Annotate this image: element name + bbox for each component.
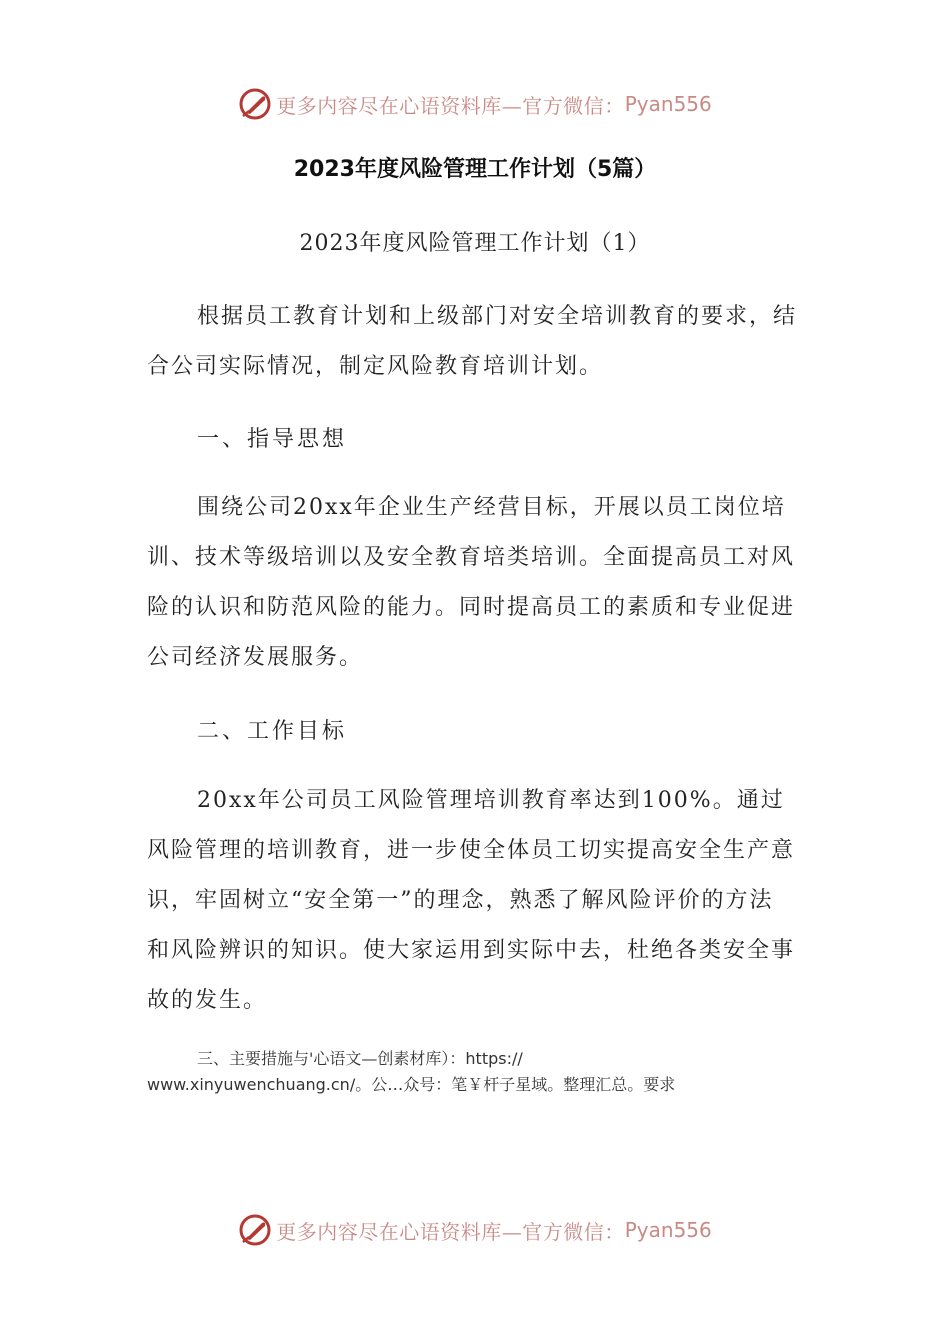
banner-text: 更多内容尽在心语资料库—官方微信： <box>276 93 625 118</box>
top-watermark-banner <box>0 80 950 128</box>
banner-wechat-id: Pyan556 <box>624 1218 712 1242</box>
measures-url-host: www.xinyuwenchuang.cn/ <box>147 1075 356 1094</box>
document-title: 2023年度风险管理工作计划（5篇） <box>293 157 657 182</box>
measures-prefix: 三、主要措施与'心语文—创素材库）： <box>197 1049 466 1068</box>
section-body-work-goals: 20xx年公司员工风险管理培训教育率达到100%。通过风险管理的培训教育，进一步使全体员工切实提高安全生产意识，牢固树立“安全第一”的理念，熟悉了解风险评价的方法和风险辨识的知识。使大家运用到实际中去，杜绝各类安全事故的发生。 <box>147 788 796 1013</box>
banner-wechat-id: Pyan556 <box>624 92 712 116</box>
bottom-watermark-banner <box>0 1206 950 1254</box>
document-subtitle: 2023年度风险管理工作计划（1） <box>299 231 651 256</box>
section-measures-note <box>147 1046 787 1098</box>
section-heading-work-goals: 二、工作目标 <box>197 719 348 744</box>
quill-logo-icon <box>238 87 272 121</box>
section-body-guiding-idea: 围绕公司20xx年企业生产经营目标，开展以员工岗位培训、技术等级培训以及安全教育培类培训。全面提高员工对风险的认识和防范风险的能力。同时提高员工的素质和专业促进公司经济发展服务。 <box>147 495 796 670</box>
section-heading-guiding-idea: 一、指导思想 <box>197 427 348 452</box>
measures-suffix: 。公…众号：笔￥杆子星域。整理汇总。要求 <box>355 1075 676 1094</box>
measures-line-1 <box>147 1046 787 1072</box>
measures-url-scheme: https:// <box>465 1049 523 1068</box>
intro-paragraph: 根据员工教育计划和上级部门对安全培训教育的要求，结合公司实际情况，制定风险教育培训计划。 <box>147 304 798 379</box>
banner-text: 更多内容尽在心语资料库—官方微信： <box>276 1219 625 1244</box>
quill-logo-icon <box>238 1213 272 1247</box>
